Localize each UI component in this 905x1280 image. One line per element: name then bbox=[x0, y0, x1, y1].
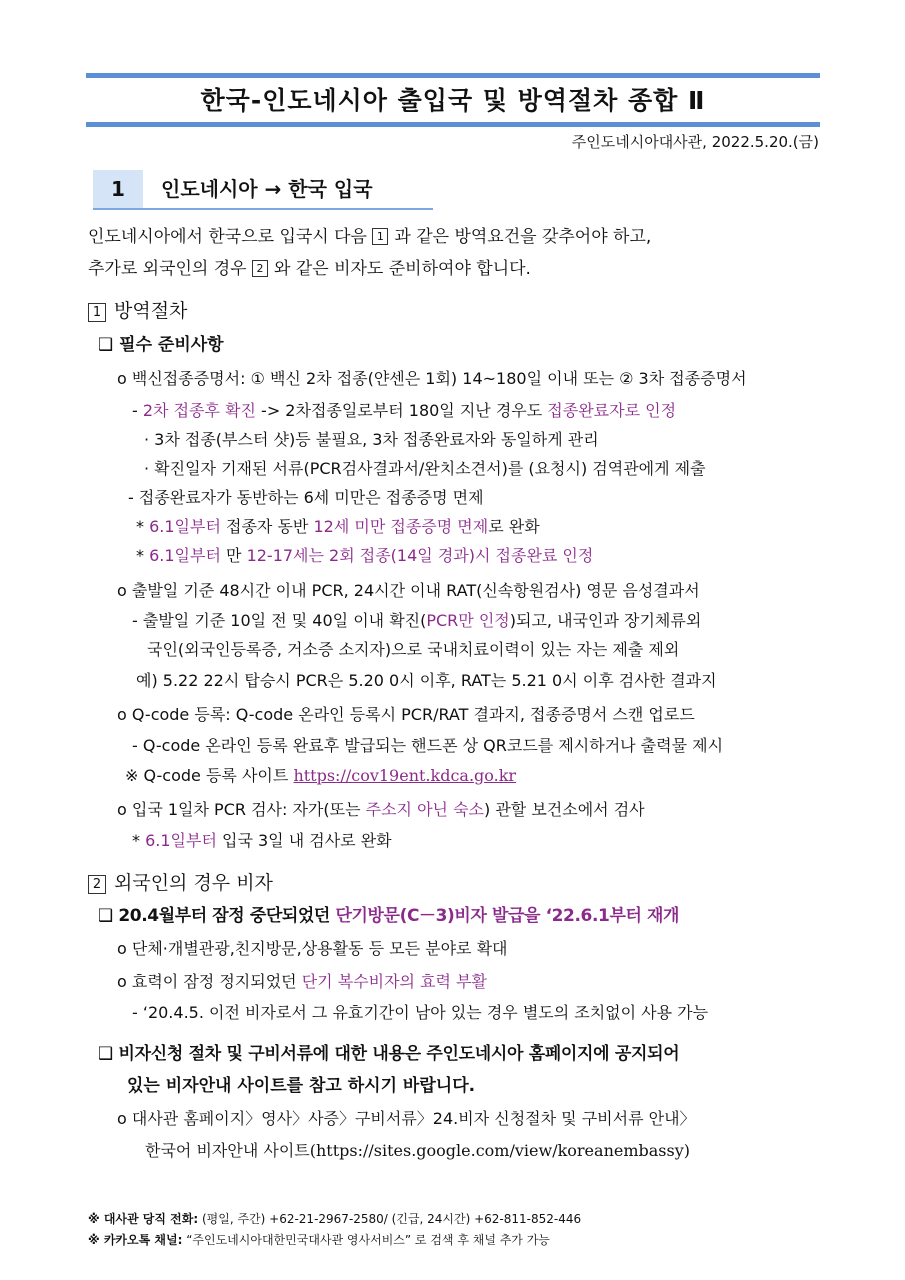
intro-text: 인도네시아에서 한국으로 입국시 다음 bbox=[88, 227, 373, 247]
highlight: 12세 미만 접종증명 면제 bbox=[313, 517, 489, 536]
section-1-header bbox=[93, 170, 433, 210]
intro-line-1 bbox=[88, 226, 651, 248]
visa-site-url[interactable]: (https://sites.google.com/view/koreanembassy) bbox=[309, 1141, 690, 1160]
visa-heading bbox=[88, 872, 273, 894]
under-6-line: - 접종완료자가 동반하는 6세 미만은 접종증명 면제 bbox=[128, 488, 484, 507]
text: * bbox=[132, 831, 146, 850]
highlight: 6.1일부터 bbox=[149, 517, 221, 536]
section-box-1: 1 bbox=[88, 303, 106, 322]
highlight: 2차 접종후 확진 bbox=[142, 401, 256, 420]
highlight: 12-17세는 2회 접종(14일 경과)시 접종완료 인정 bbox=[246, 546, 594, 565]
recovery-line-1 bbox=[132, 610, 701, 632]
quarantine-heading bbox=[88, 300, 187, 322]
text: )되고, 내국인과 장기체류외 bbox=[509, 611, 702, 630]
day1-pcr-line bbox=[117, 799, 645, 821]
text: - bbox=[132, 401, 143, 420]
visa-multi-line bbox=[117, 971, 487, 993]
qcode-detail-line: - Q-code 온라인 등록 완료후 발급되는 핸드폰 상 QR코드를 제시하거나 출력물 제시 bbox=[132, 736, 724, 755]
highlight: 단기 복수비자의 효력 부활 bbox=[301, 972, 487, 991]
section-number: 1 bbox=[93, 170, 143, 208]
under-12-note bbox=[136, 516, 540, 538]
footer-label: ※ 대사관 당직 전화: bbox=[88, 1212, 199, 1226]
text: o 효력이 잠정 정지되었던 bbox=[117, 972, 302, 991]
text: o 입국 1일차 PCR 검사: 자가(또는 bbox=[117, 800, 366, 819]
required-items-heading: ❑ 필수 준비사항 bbox=[98, 335, 224, 355]
footer-text: (평일, 주간) +62-21-2967-2580/ (긴급, 24시간) +62-811-852-446 bbox=[198, 1212, 582, 1226]
visa-notice-heading-2: 있는 비자안내 사이트를 참고 하시기 바랍니다. bbox=[127, 1076, 476, 1096]
ref-box-1: 1 bbox=[372, 228, 388, 245]
qcode-line: o Q-code 등록: Q-code 온라인 등록시 PCR/RAT 결과지, 접종증명서 스캔 업로드 bbox=[117, 705, 695, 724]
section-box-2: 2 bbox=[88, 875, 106, 894]
text: -> 2차접종일로부터 180일 지난 경우도 bbox=[255, 401, 548, 420]
text: ❑ 20.4월부터 잠정 중단되었던 bbox=[98, 906, 336, 926]
text: 접종자 동반 bbox=[220, 517, 314, 536]
age-12-17-note bbox=[136, 545, 593, 567]
booster-line: · 3차 접종(부스터 샷)등 불필요, 3차 접종완료자와 동일하게 관리 bbox=[144, 430, 599, 449]
visa-path-line: o 대사관 홈페이지〉영사〉사증〉구비서류〉24.비자 신청절차 및 구비서류 안내〉 bbox=[117, 1109, 696, 1128]
qcode-site-link[interactable]: https://cov19ent.kdca.go.kr bbox=[293, 766, 517, 785]
heading-text: 방역절차 bbox=[114, 300, 188, 322]
intro-line-2 bbox=[88, 258, 531, 280]
section-title: 인도네시아 → 한국 입국 bbox=[161, 177, 373, 201]
footer-text: “주인도네시아대한민국대사관 영사서비스” 로 검색 후 채널 추가 가능 bbox=[182, 1233, 550, 1247]
heading-text: 외국인의 경우 비자 bbox=[114, 872, 273, 894]
text: 로 완화 bbox=[488, 517, 540, 536]
highlight: 주소지 아닌 숙소 bbox=[365, 800, 484, 819]
visa-site-line bbox=[145, 1140, 690, 1162]
intro-text: 과 같은 방역요건을 갖추어야 하고, bbox=[394, 227, 652, 247]
text: * bbox=[136, 517, 150, 536]
pcr-rat-line: o 출발일 기준 48시간 이내 PCR, 24시간 이내 RAT(신속항원검사) 영문 음성결과서 bbox=[117, 581, 700, 600]
highlight: 접종완료자로 인정 bbox=[547, 401, 677, 420]
highlight: PCR만 인정 bbox=[426, 611, 510, 630]
intro-text: 추가로 외국인의 경우 bbox=[88, 259, 253, 279]
text: ) 관할 보건소에서 검사 bbox=[484, 800, 645, 819]
text: 한국어 비자안내 사이트 bbox=[145, 1141, 310, 1160]
visa-resume-heading bbox=[98, 905, 679, 927]
text: ※ Q-code 등록 사이트 bbox=[125, 766, 294, 785]
text: - 출발일 기준 10일 전 및 40일 이내 확진( bbox=[132, 611, 427, 630]
qcode-site-line bbox=[125, 765, 516, 787]
footer-kakao bbox=[88, 1229, 550, 1251]
issue-date: 주인도네시아대사관, 2022.5.20.(금) bbox=[571, 133, 819, 151]
document-line: · 확진일자 기재된 서류(PCR검사결과서/완치소견서)를 (요청시) 검역관에게 제출 bbox=[144, 459, 706, 478]
highlight: 6.1일부터 bbox=[145, 831, 217, 850]
text: 만 bbox=[220, 546, 247, 565]
text: 입국 3일 내 검사로 완화 bbox=[216, 831, 392, 850]
highlight: 6.1일부터 bbox=[149, 546, 221, 565]
footer-phone bbox=[88, 1208, 581, 1230]
day3-note bbox=[132, 830, 392, 852]
visa-notice-heading-1: ❑ 비자신청 절차 및 구비서류에 대한 내용은 주인도네시아 홈페이지에 공지되어 bbox=[98, 1044, 680, 1064]
title-bottom-rule bbox=[86, 122, 820, 127]
footer-label: ※ 카카오톡 채널: bbox=[88, 1233, 183, 1247]
example-line: 예) 5.22 22시 탑승시 PCR은 5.20 0시 이후, RAT는 5.21 0시 이후 검사한 결과지 bbox=[136, 671, 717, 690]
visa-scope-line: o 단체·개별관광,친지방문,상용활동 등 모든 분야로 확대 bbox=[117, 939, 508, 958]
visa-validity-line: - ‘20.4.5. 이전 비자로서 그 유효기간이 남아 있는 경우 별도의 조치없이 사용 가능 bbox=[132, 1003, 709, 1022]
text: * bbox=[136, 546, 150, 565]
intro-text: 와 같은 비자도 준비하여야 합니다. bbox=[274, 259, 531, 279]
title-top-rule bbox=[86, 73, 820, 78]
ref-box-2: 2 bbox=[252, 260, 268, 277]
page-title: 한국-인도네시아 출입국 및 방역절차 종합 Ⅱ bbox=[200, 86, 706, 115]
highlight: 단기방문(C－3)비자 발급을 ‘22.6.1부터 재개 bbox=[335, 906, 680, 926]
recovery-line-2: 국인(외국인등록증, 거소증 소지자)으로 국내치료이력이 있는 자는 제출 제외 bbox=[147, 640, 680, 659]
infected-line bbox=[132, 400, 676, 422]
vaccine-cert-line: o 백신접종증명서: ① 백신 2차 접종(얀센은 1회) 14~180일 이내 또는 ② 3차 접종증명서 bbox=[117, 369, 747, 388]
